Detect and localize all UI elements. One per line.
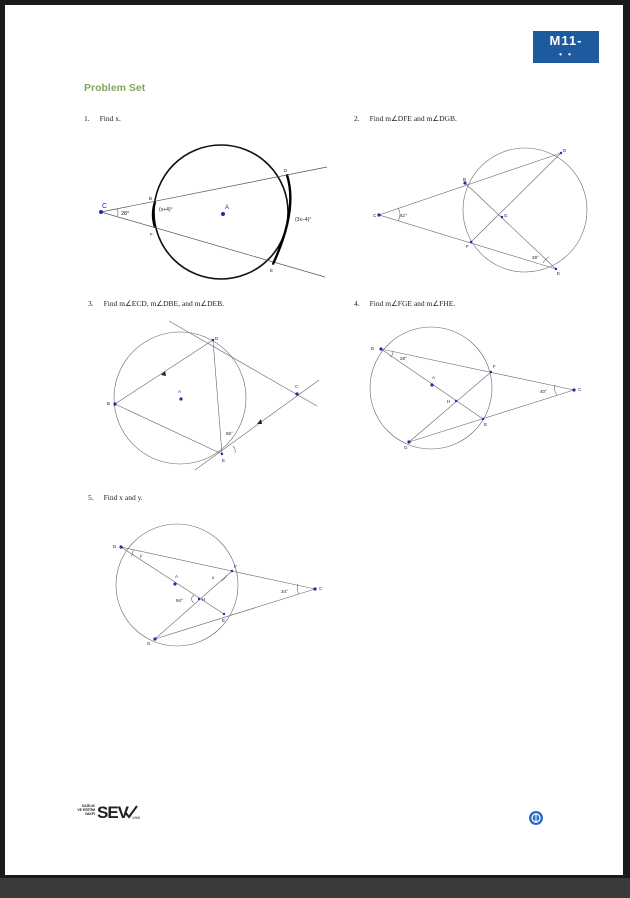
fig1-label-a: A: [225, 205, 230, 211]
fig4-angle-d-label: 28°: [400, 356, 407, 361]
problem-2-text: Find m∠DFE and m∠DGB.: [369, 114, 457, 123]
fig5-point-g: [153, 637, 156, 640]
fig4-label-d: D: [371, 346, 375, 351]
fig5-angle-mark-y: [131, 550, 133, 556]
fig5-label-a: A: [175, 574, 179, 579]
fig5-point-a: [173, 582, 176, 585]
fig5-point-d: [119, 545, 122, 548]
fig5-angle-x-label: x: [212, 575, 215, 580]
fig5-chord-de: [121, 547, 224, 614]
fig5-label-h: H: [202, 597, 206, 602]
school-emblem-icon: [528, 810, 544, 826]
fig2-label-g: G: [504, 213, 508, 218]
fig3-label-d: D: [215, 336, 219, 341]
sev-logo-subtitle: SAĞLIK VE EĞİTİM VAKFI: [77, 804, 95, 816]
fig2-label-f: F: [466, 244, 469, 249]
fig1-label-f: F: [150, 232, 153, 237]
problem-2: 2. Find m∠DFE and m∠DGB.: [354, 114, 457, 123]
sev-logo: [77, 802, 147, 826]
badge-dots: • •: [559, 50, 573, 59]
figure-5: [5, 5, 623, 875]
fig4-angle-c-label: 40°: [540, 389, 547, 394]
fig5-angle-h-label: 94°: [176, 598, 183, 603]
fig2-label-e: E: [557, 271, 561, 276]
fig2-label-b: B: [463, 177, 467, 182]
fig3-label-c: C: [295, 384, 299, 389]
fig4-label-a: A: [432, 375, 436, 380]
fig5-point-f: [231, 570, 233, 572]
fig3-angle-label: 56°: [226, 431, 233, 436]
fig5-label-d: D: [113, 544, 117, 549]
fig1-angle-label: 28°: [121, 211, 130, 217]
problem-3-text: Find m∠ECD, m∠DBE, and m∠DEB.: [103, 299, 225, 308]
fig4-label-h: H: [447, 399, 451, 404]
fig3-label-a: A: [178, 389, 182, 394]
fig4-label-g: G: [404, 445, 408, 450]
fig5-chord-fg: [155, 571, 232, 639]
fig5-angle-mark-h: [192, 595, 195, 603]
fig5-point-c: [313, 587, 316, 590]
sev-logo-wordmark: SEV: [97, 803, 129, 822]
badge-code: M11-: [549, 33, 583, 48]
fig1-label-c: C: [102, 203, 108, 210]
fig2-angle-e-label: 28°: [532, 255, 539, 260]
fig2-label-d: D: [563, 148, 567, 153]
fig5-label-e: E: [222, 618, 226, 623]
fig5-point-e: [223, 613, 225, 615]
fig5-angle-c-label: 34°: [281, 589, 288, 594]
problem-1-text: Find x.: [99, 114, 121, 123]
problem-4: 4. Find m∠FGE and m∠FHE.: [354, 299, 456, 308]
fig4-label-c: C: [578, 387, 582, 392]
fig5-circle: [116, 524, 238, 646]
fig5-label-g: G: [147, 641, 151, 646]
fig5-point-h: [198, 598, 200, 600]
fig1-arc-small-label: (x+4)°: [159, 207, 173, 213]
problem-3: 3. Find m∠ECD, m∠DBE, and m∠DEB.: [88, 299, 225, 308]
fig4-label-f: F: [493, 364, 496, 369]
fig4-label-e: E: [484, 422, 488, 427]
fig5-secant-dc: [121, 547, 315, 589]
fig5-angle-y-label: y: [140, 553, 143, 558]
worksheet-page: [5, 5, 623, 875]
problem-4-text: Find m∠FGE and m∠FHE.: [369, 299, 456, 308]
fig3-label-b: B: [107, 401, 111, 406]
fig1-label-d: D: [284, 168, 288, 173]
fig3-label-e: E: [222, 458, 226, 463]
fig1-label-b: B: [149, 196, 153, 201]
fig5-secant-gc: [155, 589, 315, 639]
problem-5: 5. Find x and y.: [88, 493, 143, 502]
problem-5-text: Find x and y.: [103, 493, 143, 502]
viewer-bottom-bar: [0, 878, 630, 898]
sev-logo-year: 1968: [132, 816, 140, 820]
fig1-arc-large-label: (3x−4)°: [295, 217, 312, 223]
fig2-angle-c-label: 42°: [400, 213, 407, 218]
fig5-label-c: C: [319, 586, 323, 591]
fig5-label-f: F: [234, 564, 237, 569]
fig2-label-c: C: [373, 213, 377, 218]
section-title: Problem Set: [84, 82, 146, 94]
problem-1: 1. Find x.: [84, 114, 121, 123]
fig1-label-e: E: [270, 268, 274, 273]
